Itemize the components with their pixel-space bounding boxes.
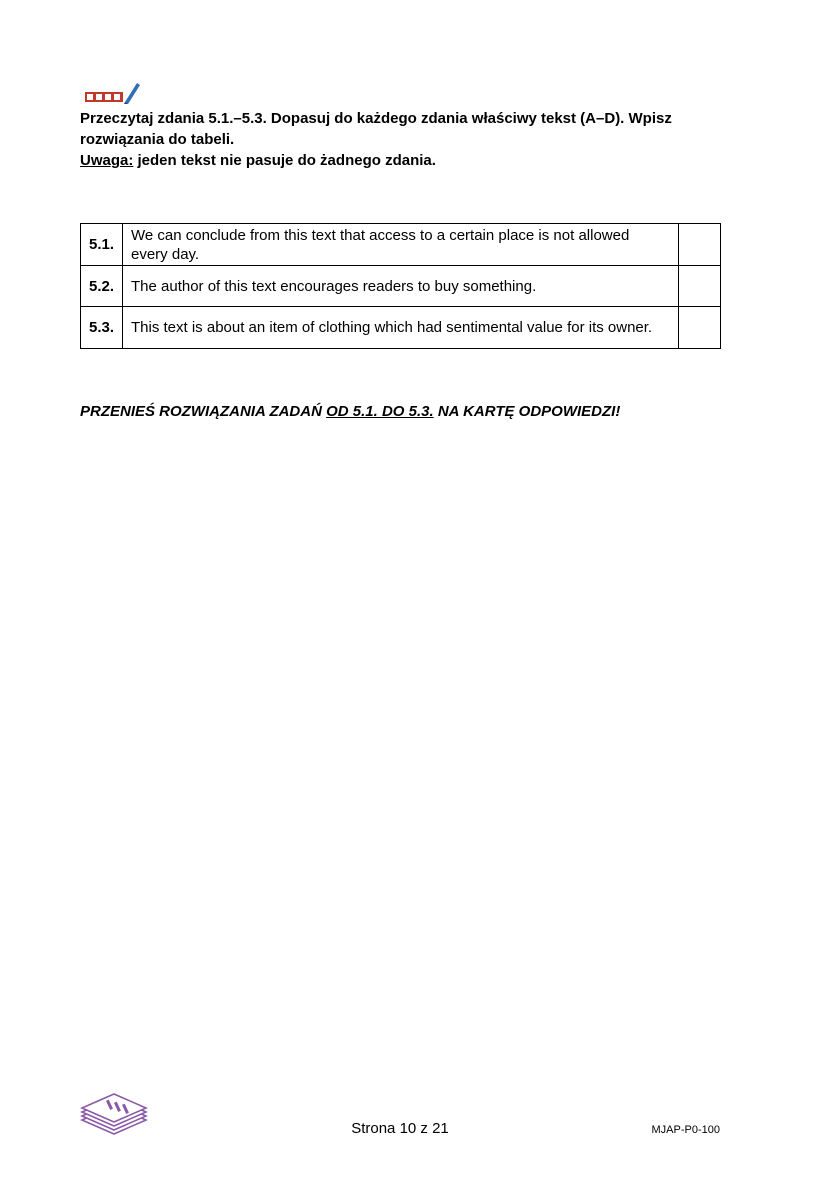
answer-cell[interactable] bbox=[679, 224, 721, 266]
task-number: 5.3. bbox=[81, 307, 123, 349]
task-number: 5.2. bbox=[81, 266, 123, 307]
note-text: jeden tekst nie pasuje do żadnego zdania. bbox=[133, 152, 436, 169]
transfer-text-after: NA KARTĘ ODPOWIEDZI! bbox=[433, 403, 621, 420]
transfer-reminder bbox=[80, 403, 620, 420]
answer-cell[interactable] bbox=[679, 266, 721, 307]
task-instruction bbox=[80, 108, 720, 171]
page-number: Strona 10 z 21 bbox=[351, 1120, 449, 1137]
answer-grid-pen-icon bbox=[84, 80, 142, 104]
task-number: 5.1. bbox=[81, 224, 123, 266]
exam-code: MJAP-P0-100 bbox=[651, 1124, 720, 1136]
task-sentence: We can conclude from this text that access to a certain place is not allowed every day. bbox=[123, 224, 679, 266]
answer-table bbox=[80, 223, 721, 349]
answer-cell[interactable] bbox=[679, 307, 721, 349]
task-sentence: This text is about an item of clothing which had sentimental value for its owner. bbox=[123, 307, 679, 349]
transfer-text-before: PRZENIEŚ ROZWIĄZANIA ZADAŃ bbox=[80, 403, 327, 420]
table-row bbox=[81, 266, 721, 307]
task-sentence: The author of this text encourages readers to buy something. bbox=[123, 266, 679, 307]
instruction-note bbox=[80, 150, 720, 171]
transfer-task-range: OD 5.1. DO 5.3. bbox=[326, 403, 434, 420]
table-row bbox=[81, 307, 721, 349]
instruction-text: Przeczytaj zdania 5.1.–5.3. Dopasuj do każdego zdania właściwy tekst (A–D). Wpisz rozwiązania do tabeli. bbox=[80, 110, 672, 148]
table-row bbox=[81, 224, 721, 266]
note-label: Uwaga: bbox=[80, 152, 134, 169]
